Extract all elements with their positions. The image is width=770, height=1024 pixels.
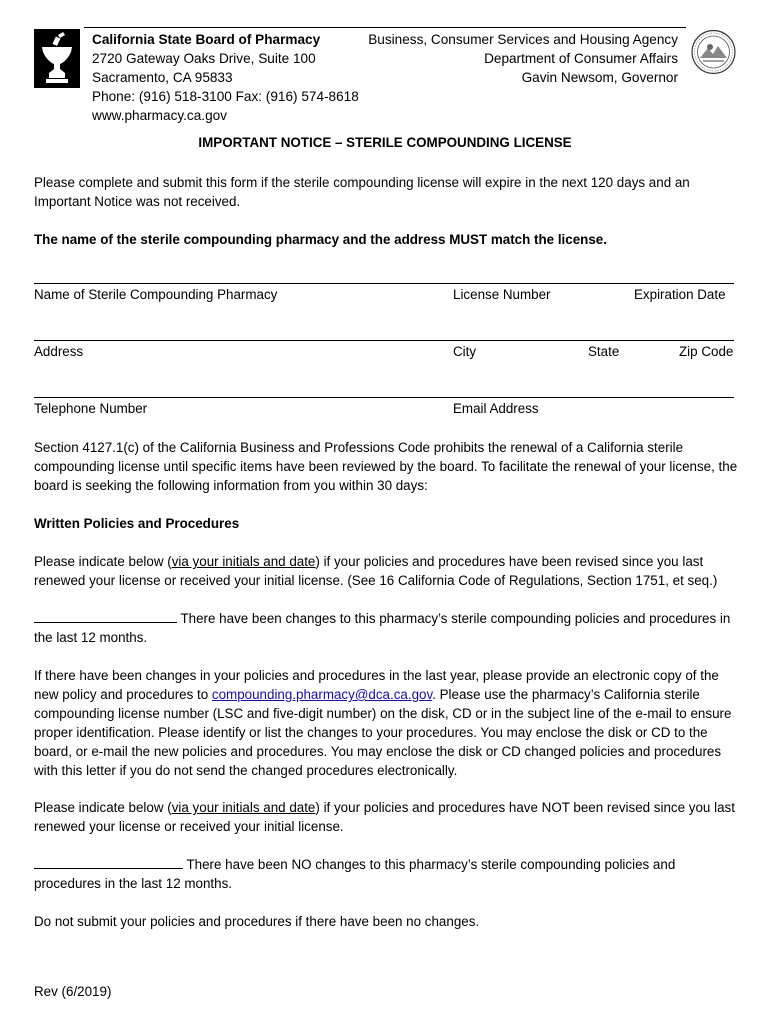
not-revised-instructions: Please indicate below (via your initials and date) if your policies and procedures have NOT been revised since you last renewed your license or received your initial license. (34, 800, 735, 834)
agency-name: Business, Consumer Services and Housing Agency (368, 32, 678, 47)
notice-title: IMPORTANT NOTICE – STERILE COMPOUNDING LICENSE (198, 135, 572, 150)
board-address-line2: Sacramento, CA 95833 (92, 70, 233, 85)
city-label: City (453, 344, 477, 359)
section-paragraph: Section 4127.1(c) of the California Business and Professions Code prohibits the renewal of a California sterile compounding license until specific items have been reviewed by the board. To facilitate the renewal of your license, the board is seeking the following information from you within 30 days: (34, 440, 738, 493)
board-phone-fax: Phone: (916) 518-3100 Fax: (916) 574-8618 (92, 89, 359, 104)
board-name: California State Board of Pharmacy (92, 32, 321, 47)
agency-block (368, 30, 678, 87)
telephone-line[interactable] (34, 397, 734, 398)
initials-date-underlined: via your initials and date (171, 554, 316, 569)
department-name: Department of Consumer Affairs (484, 51, 678, 66)
no-changes-statement: There have been NO changes to this pharmacy’s sterile compounding policies and procedures in the last 12 months. (34, 857, 676, 891)
revised-instructions: Please indicate below (via your initials and date) if your policies and procedures have been revised since you last renewed your license or received your initial license. (See 16 California Code of Regulations, Section 1751, et seq.) (34, 554, 718, 588)
address-line[interactable] (34, 340, 734, 341)
intro-paragraph: Please complete and submit this form if the sterile compounding license will expire in the next 120 days and an Important Notice was not received. (34, 175, 690, 209)
email-label: Email Address (453, 401, 539, 416)
address-label: Address (34, 344, 84, 359)
header-rule (84, 27, 686, 28)
license-number-label: License Number (453, 287, 551, 302)
board-address-line1: 2720 Gateway Oaks Drive, Suite 100 (92, 51, 316, 66)
no-changes-initials-blank[interactable] (34, 857, 183, 869)
state-label: State (588, 344, 620, 359)
pharmacy-name-label: Name of Sterile Compounding Pharmacy (34, 287, 278, 302)
changes-instructions: If there have been changes in your policies and procedures in the last year, please provide an electronic copy of the new policy and procedures to compounding.pharmacy@dca.ca.gov. Please use the pharmacy’s California sterile compounding license number (LSC and five-digit number) on the disk, CD or in the subject line of the e-mail to ensure proper identification. Please identify or list the changes to your procedures. You may enclose the disk or CD to the board, or e-mail the new policies and procedures. You may enclose the disk or CD changed policies and procedures with this letter if you do not send the changed procedures electronically. (34, 668, 732, 778)
mortar-pestle-logo-icon (34, 29, 80, 88)
match-license-notice: The name of the sterile compounding pharmacy and the address MUST match the license. (34, 232, 607, 247)
expiration-date-label: Expiration Date (634, 287, 726, 302)
initials-date-underlined: via your initials and date (171, 800, 316, 815)
zip-code-label: Zip Code (679, 344, 734, 359)
policies-heading: Written Policies and Procedures (34, 516, 240, 531)
compounding-email-link[interactable]: compounding.pharmacy@dca.ca.gov (211, 687, 433, 702)
changes-initials-blank[interactable] (34, 611, 177, 623)
revision-label: Rev (6/2019) (34, 984, 112, 999)
governor-name: Gavin Newsom, Governor (521, 70, 678, 85)
telephone-label: Telephone Number (34, 401, 148, 416)
do-not-submit-note: Do not submit your policies and procedures if there have been no changes. (34, 914, 480, 929)
board-contact-block (92, 30, 359, 125)
board-website: www.pharmacy.ca.gov (92, 108, 227, 123)
state-seal-icon (691, 28, 736, 76)
changes-statement: There have been changes to this pharmacy’s sterile compounding policies and procedures in the last 12 months. (34, 611, 731, 645)
pharmacy-name-line[interactable] (34, 283, 734, 284)
